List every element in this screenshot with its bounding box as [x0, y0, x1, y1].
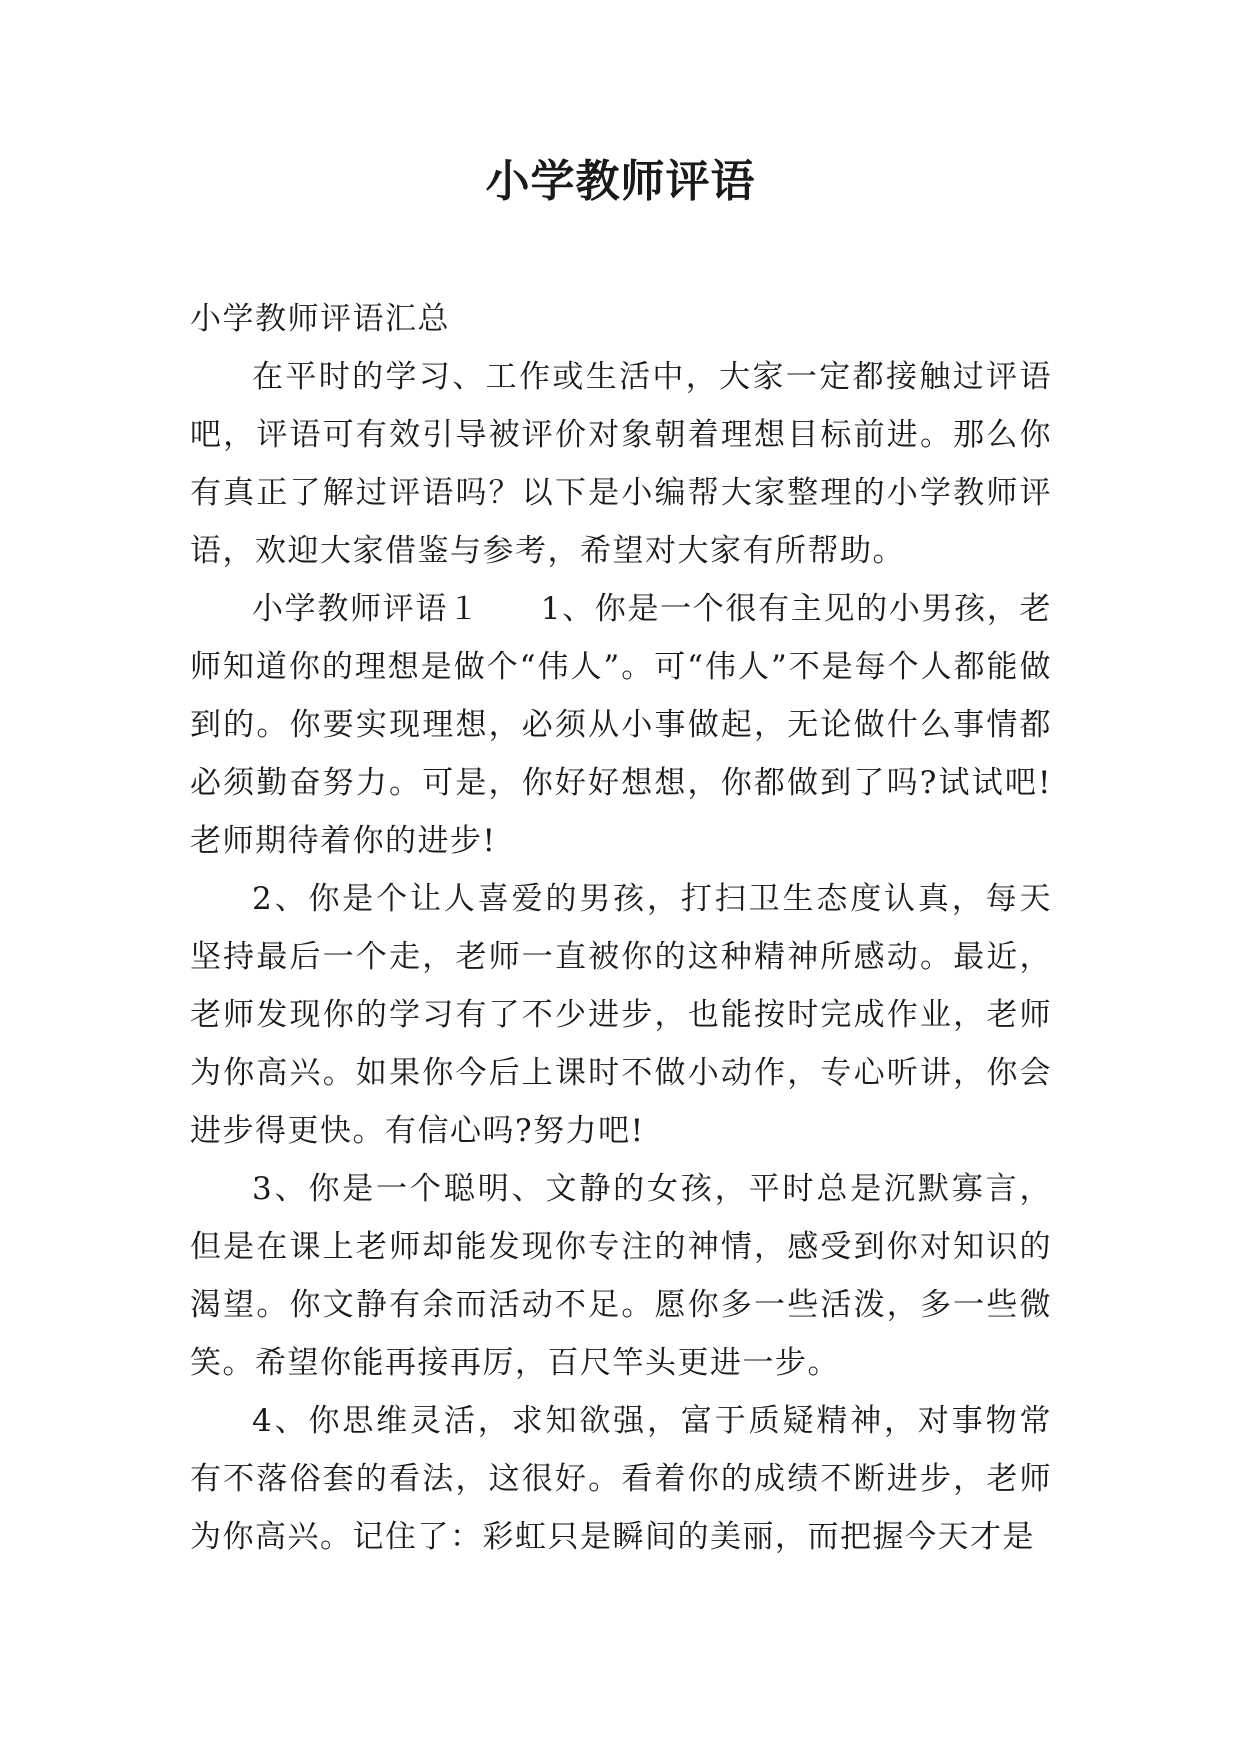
comment-1-text: 1、你是一个很有主见的小男孩，老师知道你的理想是做个“伟人”。可“伟人”不是每个人都能做到的。你要实现理想，必须从小事做起，无论做什么事情都必须勤奋努力。可是，你好好想想，你都做到了吗?试试吧!老师期待着你的进步!	[190, 591, 1052, 859]
comment-paragraph-1	[190, 580, 1052, 870]
comment-paragraph-3: 3、你是一个聪明、文静的女孩，平时总是沉默寡言，但是在课上老师却能发现你专注的神情，感受到你对知识的渴望。你文静有余而活动不足。愿你多一些活泼，多一些微笑。希望你能再接再厉，百尺竿头更进一步。	[190, 1171, 1052, 1381]
document-body	[190, 290, 1052, 1566]
document-title: 小学教师评语	[485, 156, 756, 207]
document-subtitle: 小学教师评语汇总	[190, 301, 450, 337]
comment-paragraph-4: 4、你思维灵活，求知欲强，富于质疑精神，对事物常有不落俗套的看法，这很好。看着你的成绩不断进步，老师为你高兴。记住了：彩虹只是瞬间的美丽，而把握今天才是	[190, 1403, 1052, 1555]
section-heading: 小学教师评语１	[252, 591, 481, 627]
intro-paragraph: 在平时的学习、工作或生活中，大家一定都接触过评语吧，评语可有效引导被评价对象朝着理想目标前进。那么你有真正了解过评语吗？以下是小编帮大家整理的小学教师评语，欢迎大家借鉴与参考，希望对大家有所帮助。	[190, 359, 1052, 569]
comment-paragraph-2: 2、你是个让人喜爱的男孩，打扫卫生态度认真，每天坚持最后一个走，老师一直被你的这种精神所感动。最近，老师发现你的学习有了不少进步，也能按时完成作业，老师为你高兴。如果你今后上课时不做小动作，专心听讲，你会进步得更快。有信心吗?努力吧!	[190, 881, 1052, 1149]
